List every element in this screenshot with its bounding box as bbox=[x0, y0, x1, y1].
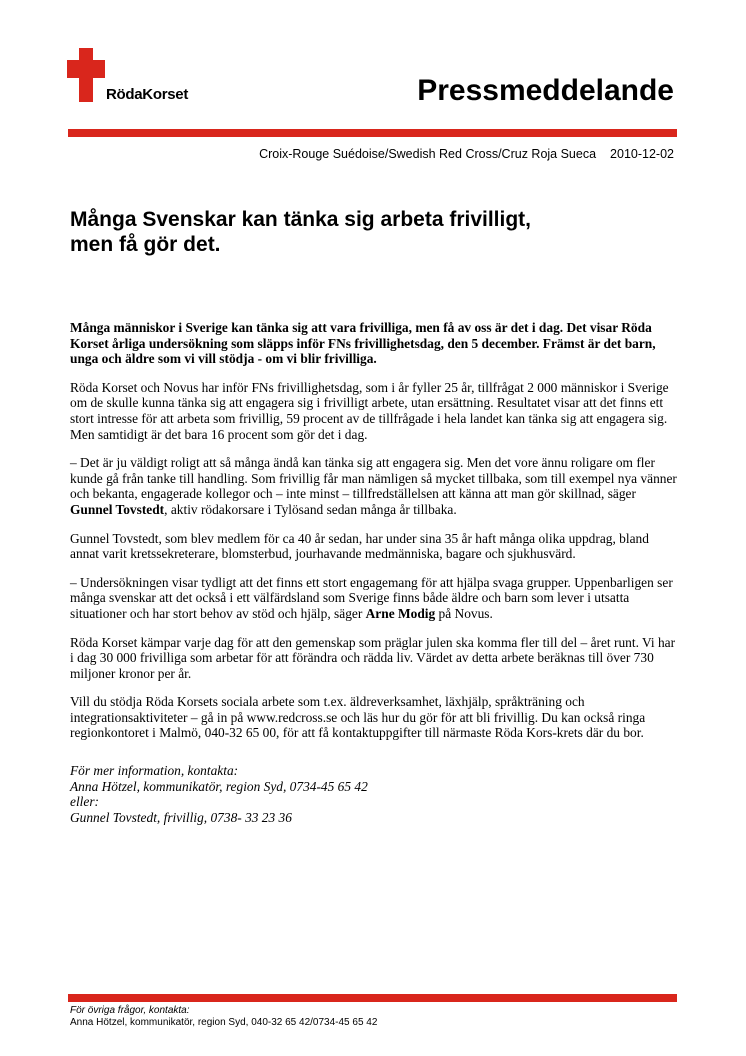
contact-person-1: Anna Hötzel, kommunikatör, region Syd, 0734-45 65 42 bbox=[70, 778, 368, 794]
contact-or: eller: bbox=[70, 794, 99, 810]
release-date: 2010-12-02 bbox=[610, 147, 674, 161]
lead-paragraph: Många människor i Sverige kan tänka sig att vara frivilliga, men få av oss är det i dag. Det visar Röda Korset årliga undersökning som släpps inför FNs frivillighetsdag, den 5 december. Främst är det barn, unga och äldre som vi vill stödja - om vi blir frivilliga. bbox=[70, 320, 656, 367]
footer-label: För övriga frågor, kontakta: bbox=[70, 1005, 190, 1016]
contact-intro: För mer information, kontakta: bbox=[70, 763, 239, 779]
paragraph-2 bbox=[70, 455, 680, 517]
paragraph-6: Vill du stödja Röda Korsets sociala arbete som t.ex. äldreverksamhet, läxhjälp, språkträning och integrationsaktiviteter – gå in på www.redcross.se och läs hur du gör för att bli frivillig. Du kan också ringa regionkontoret i Malmö, 040-32 65 00, för att få kontaktuppgifter till närmaste Röda Kors-krets där du bor. bbox=[70, 694, 646, 741]
red-cross-icon bbox=[67, 48, 105, 102]
footer-divider bbox=[68, 994, 677, 1002]
paragraph-5: Röda Korset kämpar varje dag för att den gemenskap som präglar julen ska komma fler till del – året runt. Vi har i dag 30 000 frivilliga som arbetar för att förändra och rädda liv. Värdet av detta arbete beräknas till över 730 miljoner kronor per år. bbox=[70, 634, 676, 681]
footer-contact: Anna Hötzel, kommunikatör, region Syd, 040-32 65 42/0734-45 65 42 bbox=[70, 1017, 378, 1028]
contact-block bbox=[70, 763, 680, 825]
organization-line bbox=[259, 147, 674, 161]
paragraph-1: Röda Korset och Novus har inför FNs frivillighetsdag, som i år fyller 25 år, tillfrågat 2 000 människor i Sverige om de skulle kunna tänka sig att engagera sig i frivilligt arbete, utan ersättning. Resultatet visar att det finns ett stort intresse för att arbeta som frivillig, 59 procent av de tillfrågade i hela landet kan tänka sig att engagera sig. Men samtidigt är det bara 16 procent som gör det i dag. bbox=[70, 379, 669, 442]
paragraph-2-text-b: , aktiv rödakorsare i Tylösand sedan många år tillbaka. bbox=[164, 501, 457, 517]
paragraph-4 bbox=[70, 575, 680, 622]
document-type-title: Pressmeddelande bbox=[417, 74, 674, 107]
article-body bbox=[70, 320, 680, 838]
header-divider bbox=[68, 129, 677, 137]
quoted-person-name: Arne Modig bbox=[365, 605, 436, 621]
logo-wordmark: RödaKorset bbox=[106, 86, 189, 103]
paragraph-4-text-b: på Novus. bbox=[435, 605, 493, 621]
headline-line-1: Många Svenskar kan tänka sig arbeta frivilligt, bbox=[70, 208, 532, 231]
red-cross-logo bbox=[67, 48, 217, 108]
paragraph-2-text-a: – Det är ju väldigt roligt att så många ändå kan tänka sig att engagera sig. Men det vore ännu roligare om fler kunde gå från tanke till handling. Som frivillig får man nämligen så mycket tillbaka, som till exempel nya vänner och bekanta, engagerade kollegor och – inte minst – tillfredställelsen att känna att man gör skillnad, säger bbox=[70, 455, 677, 502]
quoted-person-name: Gunnel Tovstedt bbox=[70, 501, 165, 517]
paragraph-3: Gunnel Tovstedt, som blev medlem för ca 40 år sedan, har under sina 35 år haft många olika uppdrag, bland annat varit kretssekreterare, blomsterbud, jourhavande medmänniska, bagare och sjukhusvärd. bbox=[70, 530, 649, 562]
paragraph-4-text-a: – Undersökningen visar tydligt att det finns ett stort engagemang för att hjälpa svaga grupper. Uppenbarligen ser många svenskar att det också i ett välfärdsland som Sverige finns både äldre och barn som lever i utsatta situationer och har stort behov av stöd och hjälp, säger bbox=[70, 574, 673, 621]
headline bbox=[70, 207, 680, 257]
contact-person-2: Gunnel Tovstedt, frivillig, 0738- 33 23 36 bbox=[70, 809, 292, 825]
footer bbox=[70, 1005, 377, 1029]
headline-line-2: men få gör det. bbox=[70, 233, 221, 256]
organization-name: Croix-Rouge Suédoise/Swedish Red Cross/Cruz Roja Sueca bbox=[259, 147, 597, 161]
